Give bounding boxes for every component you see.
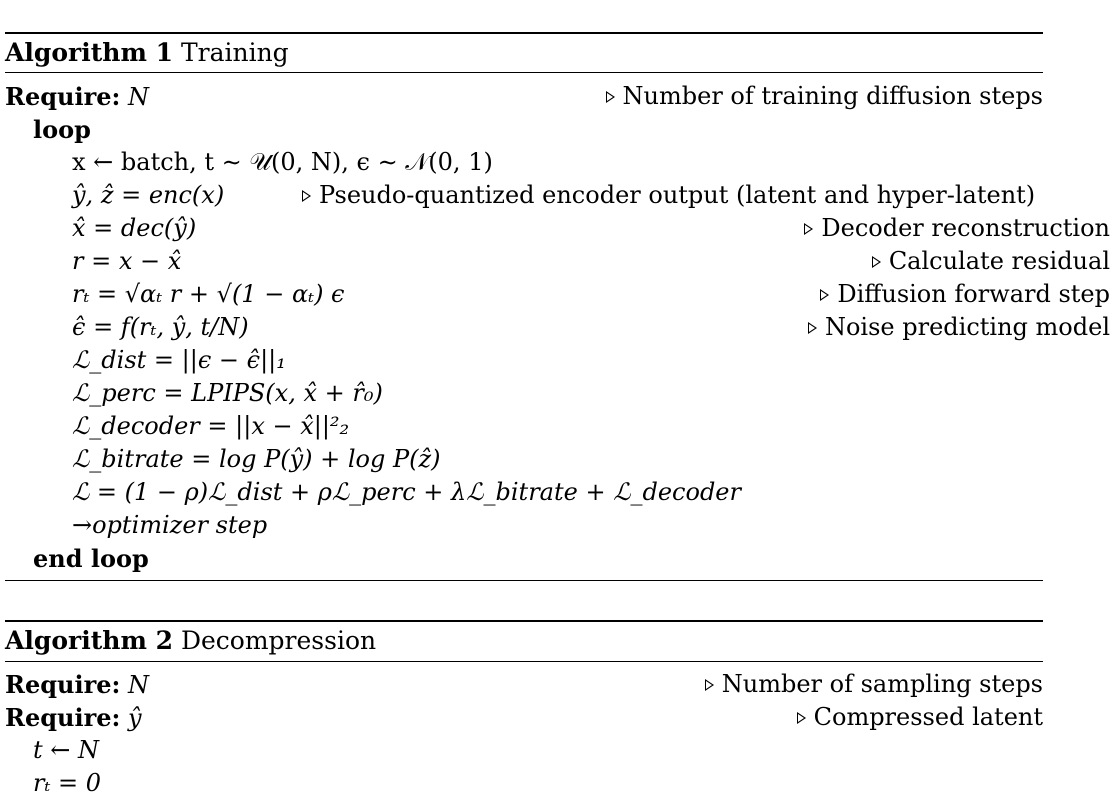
algo-line — [5, 245, 1110, 278]
code: ℒ = (1 − ρ)ℒ_dist + ρℒ_perc + λℒ_bitrate + ℒ_decoder — [72, 478, 741, 506]
comment-text: Noise predicting model — [824, 313, 1110, 341]
comment-triangle-icon — [808, 322, 817, 334]
algo-line — [5, 767, 1071, 800]
comment-text: Number of training diffusion steps — [622, 82, 1043, 110]
keyword: Require: — [5, 82, 121, 111]
comment-triangle-icon — [872, 256, 881, 268]
algo-line — [5, 410, 1110, 443]
caption-rule — [5, 72, 1043, 73]
algo-line — [5, 734, 1071, 767]
code: ŷ, ẑ = enc(x) — [72, 181, 225, 209]
comment-text: Calculate residual — [888, 247, 1110, 275]
keyword: Require: — [5, 670, 121, 699]
code: →optimizer step — [72, 511, 268, 539]
keyword: end loop — [33, 544, 149, 573]
algo-line — [5, 344, 1110, 377]
comment-triangle-icon — [606, 91, 615, 103]
code: ϵ̂ = f(rₜ, ŷ, t/N) — [72, 313, 249, 341]
caption-title: Decompression — [180, 626, 377, 655]
comment-triangle-icon — [705, 679, 714, 691]
code: r = x − x̂ — [72, 247, 182, 275]
algo-line — [5, 80, 1043, 113]
algo-line — [5, 509, 1110, 542]
bottom-rule — [5, 580, 1043, 581]
caption-rule — [5, 661, 1043, 662]
algo-line — [5, 542, 1071, 575]
code: x ← batch, t ∼ 𝒰(0, N), ϵ ∼ 𝒩(0, 1) — [72, 148, 493, 176]
code: ℒ_perc = LPIPS(x, x̂ + r̂₀) — [72, 379, 383, 407]
algo-line — [5, 443, 1110, 476]
comment — [705, 668, 1043, 701]
algo-line — [5, 179, 1110, 212]
algorithm-1 — [5, 0, 1110, 600]
keyword: loop — [33, 115, 91, 144]
comment — [606, 80, 1043, 113]
comment — [797, 701, 1043, 734]
algorithm-2-caption — [5, 624, 1043, 657]
comment-triangle-icon — [804, 223, 813, 235]
code: rₜ = 0 — [33, 769, 102, 797]
code: ℒ_bitrate = log P(ŷ) + log P(ẑ) — [72, 445, 441, 473]
top-rule — [5, 620, 1043, 622]
code: t ← N — [33, 736, 100, 764]
code: ℒ_decoder = ||x − x̂||²₂ — [72, 412, 350, 440]
comment — [804, 212, 1110, 245]
top-rule — [5, 32, 1043, 34]
comment-text: Pseudo-quantized encoder output (latent and hyper-latent) — [319, 181, 1036, 209]
algorithm-1-caption — [5, 36, 1043, 69]
comment-triangle-icon — [302, 190, 311, 202]
algorithm-2 — [5, 600, 1043, 805]
comment-text: Compressed latent — [813, 703, 1043, 731]
caption-label: Algorithm 2 — [5, 626, 173, 655]
algo-line — [5, 278, 1110, 311]
algo-line — [5, 668, 1043, 701]
comment — [872, 245, 1110, 278]
comment — [820, 278, 1110, 311]
code: rₜ = √αₜ r + √(1 − αₜ) ϵ — [72, 280, 345, 308]
algo-line — [5, 476, 1110, 509]
code: ℒ_dist = ||ϵ − ϵ̂||₁ — [72, 346, 286, 374]
comment-text: Number of sampling steps — [721, 670, 1043, 698]
comment — [808, 311, 1110, 344]
code: N — [127, 83, 149, 111]
comment-triangle-icon — [797, 712, 806, 724]
comment-text: Diffusion forward step — [837, 280, 1110, 308]
algo-line — [5, 311, 1110, 344]
code: ŷ — [127, 704, 142, 732]
algo-line — [5, 212, 1110, 245]
algo-line — [5, 146, 1110, 179]
comment-text: Decoder reconstruction — [821, 214, 1110, 242]
algo-line — [5, 701, 1043, 734]
keyword: Require: — [5, 703, 121, 732]
comment — [302, 179, 1035, 212]
code: x̂ = dec(ŷ) — [72, 214, 197, 242]
algo-line — [5, 113, 1071, 146]
comment-triangle-icon — [820, 289, 829, 301]
caption-label: Algorithm 1 — [5, 38, 173, 67]
algo-line — [5, 377, 1110, 410]
code: N — [127, 671, 149, 699]
caption-title: Training — [180, 38, 289, 67]
